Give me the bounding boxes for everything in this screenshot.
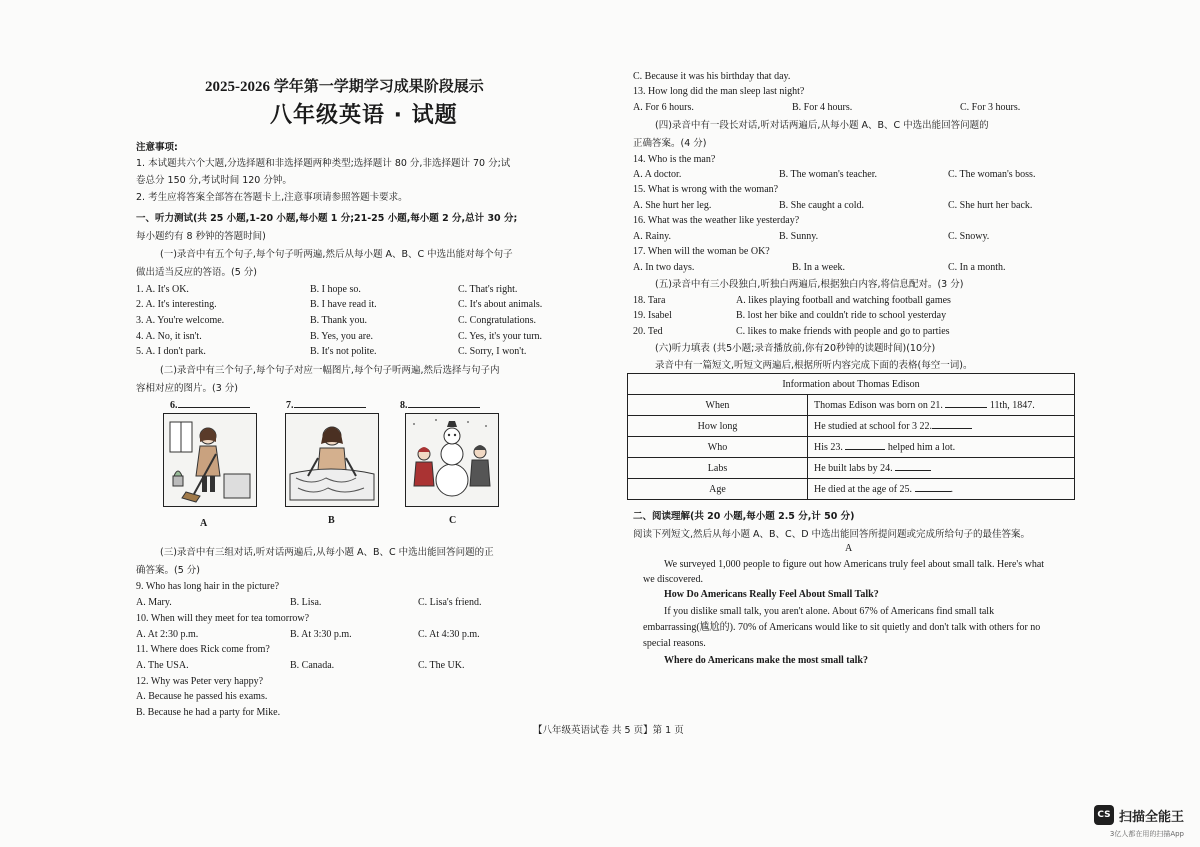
q12-a: A. Because he passed his exams.: [136, 691, 268, 702]
section2-instr-b: 容相对应的图片。(3 分): [136, 383, 238, 394]
picture-label-c: C: [449, 515, 457, 526]
edison-info-table: [627, 373, 1075, 500]
q2-a: 2. A. It's interesting.: [136, 299, 217, 310]
passage-p2b: embarrassing(尴尬的). 70% of Americans would like to sit quietly and don't talk with others for no: [643, 622, 1041, 633]
q12-stem: 12. Why was Peter very happy?: [136, 676, 264, 687]
blank-22[interactable]: [932, 428, 972, 429]
match-option-a: A. likes playing football and watching football games: [736, 295, 951, 306]
blank-24[interactable]: [895, 470, 931, 471]
table-row-who: [628, 437, 1075, 458]
match-19-name: 19. Isabel: [633, 310, 672, 321]
q11-a: A. The USA.: [136, 660, 189, 671]
q16-a: A. Rainy.: [633, 231, 671, 242]
passage-subheading-1: How Do Americans Really Feel About Small Talk?: [664, 589, 879, 600]
q12-c: C. Because it was his birthday that day.: [633, 71, 791, 82]
row-label: How long: [628, 416, 808, 437]
q9-b: B. Lisa.: [290, 597, 322, 608]
q14-b: B. The woman's teacher.: [779, 169, 877, 180]
row-content: He built labs by 24.: [808, 458, 1075, 479]
q11-b: B. Canada.: [290, 660, 335, 671]
blank-23[interactable]: [845, 449, 885, 450]
passage-p1b: we discovered.: [643, 574, 703, 585]
q16-stem: 16. What was the weather like yesterday?: [633, 215, 800, 226]
q1-a: 1. A. It's OK.: [136, 284, 189, 295]
q2-b: B. I have read it.: [310, 299, 377, 310]
passage-p1a: We surveyed 1,000 people to figure out how Americans truly feel about small talk. Here's what: [664, 559, 1045, 570]
q14-c: C. The woman's boss.: [948, 169, 1036, 180]
q1-c: C. That's right.: [458, 284, 518, 295]
q5-a: 5. A. I don't park.: [136, 346, 206, 357]
q1-b: B. I hope so.: [310, 284, 361, 295]
passage-letter: A: [845, 543, 853, 554]
blank-21[interactable]: [945, 407, 987, 408]
q3-a: 3. A. You're welcome.: [136, 315, 225, 326]
picture-label-a: A: [200, 518, 208, 529]
scanner-app-name: 扫描全能王: [1118, 809, 1184, 825]
q3-c: C. Congratulations.: [458, 315, 537, 326]
section3-instr-a: (三)录音中有三组对话,听对话两遍后,从每小题 A、B、C 中选出能回答问题的正: [160, 547, 494, 558]
q13-c: C. For 3 hours.: [960, 102, 1021, 113]
q13-stem: 13. How long did the man sleep last night?: [633, 86, 805, 97]
picture-label-b: B: [328, 515, 335, 526]
row-content: His 23. helped him a lot.: [808, 437, 1075, 458]
section2-instr-a: (二)录音中有三个句子,每个句子对应一幅图片,每个句子听两遍,然后选择与句子内: [160, 365, 500, 376]
note-1a: 1. 本试题共六个大题,分选择题和非选择题两种类型;选择题计 80 分,非选择题计 70 分;试: [136, 158, 511, 169]
passage-p2a: If you dislike small talk, you aren't alone. About 67% of Americans find small talk: [664, 606, 995, 617]
table-row-age: [628, 479, 1075, 500]
row-label: Labs: [628, 458, 808, 479]
q15-c: C. She hurt her back.: [948, 200, 1033, 211]
q17-b: B. In a week.: [792, 262, 846, 273]
q9-a: A. Mary.: [136, 597, 172, 608]
row-content: He studied at school for 3 22.: [808, 416, 1075, 437]
blank-25[interactable]: [915, 491, 951, 492]
match-18-name: 18. Tara: [633, 295, 666, 306]
notes-heading: 注意事项:: [136, 142, 178, 153]
q15-a: A. She hurt her leg.: [633, 200, 712, 211]
table-row-labs: [628, 458, 1075, 479]
note-1b: 卷总分 150 分,考试时间 120 分钟。: [136, 175, 292, 186]
q15-b: B. She caught a cold.: [779, 200, 864, 211]
passage-p2c: special reasons.: [643, 638, 706, 649]
pic-number-7: 7.: [286, 399, 366, 412]
pic-number-8: 8.: [400, 399, 480, 412]
q13-b: B. For 4 hours.: [792, 102, 853, 113]
q9-stem: 9. Who has long hair in the picture?: [136, 581, 280, 592]
q14-stem: 14. Who is the man?: [633, 154, 716, 165]
section3-instr-b: 确答案。(5 分): [136, 565, 200, 576]
q10-c: C. At 4:30 p.m.: [418, 629, 480, 640]
q14-a: A. A doctor.: [633, 169, 682, 180]
q9-c: C. Lisa's friend.: [418, 597, 482, 608]
note-2: 2. 考生应将答案全部答在答题卡上,注意事项请参照答题卡要求。: [136, 192, 408, 203]
exam-title-line1: 2025-2026 学年第一学期学习成果阶段展示: [205, 79, 484, 95]
q17-a: A. In two days.: [633, 262, 695, 273]
section4-instr-b: 正确答案。(4 分): [633, 138, 707, 149]
scanner-tagline: 3亿人都在用的扫描App: [1109, 830, 1184, 838]
section1-instr-a: (一)录音中有五个句子,每个句子听两遍,然后从每小题 A、B、C 中选出能对每个句子: [160, 249, 513, 260]
table-row-when: [628, 395, 1075, 416]
q12-b: B. Because he had a party for Mike.: [136, 707, 281, 718]
q4-a: 4. A. No, it isn't.: [136, 331, 202, 342]
table-row-how-long: [628, 416, 1075, 437]
part2-intro: 阅读下列短文,然后从每小题 A、B、C、D 中选出能回答所提问题或完成所给句子的最佳答案。: [633, 529, 1031, 540]
row-label: Who: [628, 437, 808, 458]
row-label: When: [628, 395, 808, 416]
row-content: Thomas Edison was born on 21. 11th, 1847.: [808, 395, 1075, 416]
q11-stem: 11. Where does Rick come from?: [136, 644, 270, 655]
q5-c: C. Sorry, I won't.: [458, 346, 527, 357]
q15-stem: 15. What is wrong with the woman?: [633, 184, 779, 195]
match-option-c: C. likes to make friends with people and go to parties: [736, 326, 950, 337]
section4-instr-a: (四)录音中有一段长对话,听对话两遍后,从每小题 A、B、C 中选出能回答问题的: [655, 120, 989, 131]
exam-title-line2: 八年级英语 · 试题: [270, 103, 458, 128]
part1-heading: 一、听力测试(共 25 小题,1-20 小题,每小题 1 分;21-25 小题,每小题 2 分,总计 30 分;: [136, 213, 518, 224]
part2-heading: 二、阅读理解(共 20 小题,每小题 2.5 分,计 50 分): [633, 511, 855, 522]
scanner-logo: [1094, 805, 1184, 825]
q2-c: C. It's about animals.: [458, 299, 543, 310]
q10-stem: 10. When will they meet for tea tomorrow?: [136, 613, 310, 624]
q11-c: C. The UK.: [418, 660, 465, 671]
match-option-b: B. lost her bike and couldn't ride to school yesterday: [736, 310, 947, 321]
q17-stem: 17. When will the woman be OK?: [633, 246, 770, 257]
table-title: Information about Thomas Edison: [628, 374, 1075, 395]
q3-b: B. Thank you.: [310, 315, 368, 326]
passage-subheading-2: Where do Americans make the most small talk?: [664, 655, 868, 666]
q5-b: B. It's not polite.: [310, 346, 377, 357]
q13-a: A. For 6 hours.: [633, 102, 694, 113]
q4-c: C. Yes, it's your turn.: [458, 331, 543, 342]
row-label: Age: [628, 479, 808, 500]
match-20-name: 20. Ted: [633, 326, 663, 337]
q16-b: B. Sunny.: [779, 231, 819, 242]
cs-logo-icon: CS: [1094, 805, 1114, 825]
picture-c-snowman: [405, 413, 499, 507]
q10-a: A. At 2:30 p.m.: [136, 629, 199, 640]
q16-c: C. Snowy.: [948, 231, 990, 242]
q4-b: B. Yes, you are.: [310, 331, 374, 342]
row-content: He died at the age of 25. .: [808, 479, 1075, 500]
q17-c: C. In a month.: [948, 262, 1006, 273]
section5-instr: (五)录音中有三小段独白,听独白两遍后,根据独白内容,将信息配对。(3 分): [655, 279, 964, 290]
section6-instr-a: (六)听力填表 (共5小题;录音播放前,你有20秒钟的读题时间)(10分): [655, 343, 936, 354]
section1-instr-b: 做出适当反应的答语。(5 分): [136, 267, 257, 278]
pic-number-6: 6.: [170, 399, 250, 412]
part1-heading2: 每小题约有 8 秒钟的答题时间): [136, 231, 266, 242]
picture-a-sweeping: [163, 413, 257, 507]
section6-instr-b: 录音中有一篇短文,听短文两遍后,根据所听内容完成下面的表格(每空一词)。: [655, 360, 973, 371]
q10-b: B. At 3:30 p.m.: [290, 629, 352, 640]
page-footer: 【八年级英语试卷 共 5 页】第 1 页: [533, 725, 684, 736]
picture-b-making-bed: [285, 413, 379, 507]
